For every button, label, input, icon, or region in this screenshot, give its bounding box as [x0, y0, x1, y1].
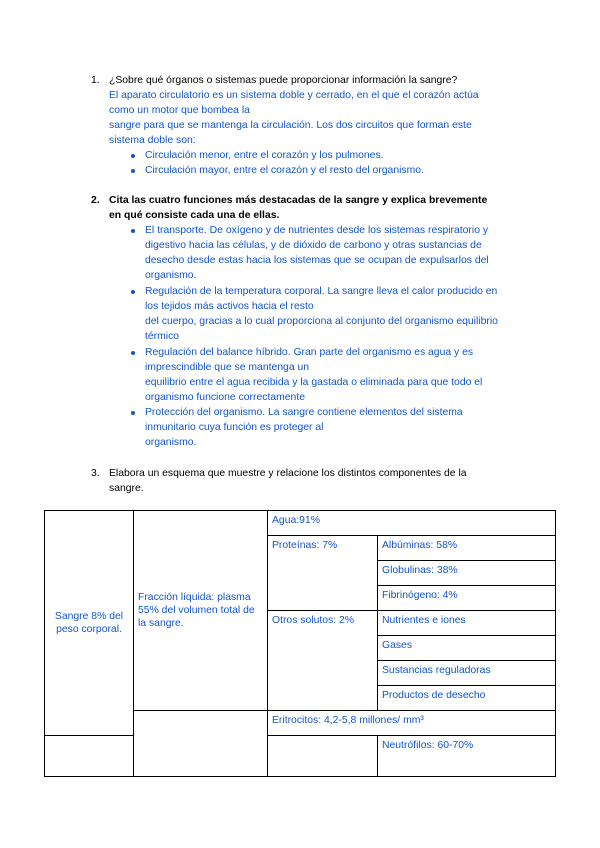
q2-bullet-line: organismo. — [145, 437, 197, 448]
table-cell-fibrinogeno: Fibrinógeno: 4% — [378, 586, 556, 611]
q1-number: 1. — [91, 75, 100, 86]
q2-bullet-line: organismo funcione correctamente — [145, 392, 305, 403]
table-cell-empty — [134, 711, 268, 777]
q2-question-line: en qué consiste cada una de ellas. — [109, 210, 280, 221]
q2-bullet-line: desecho desde estas hacia los sistemas que se ocupan de expulsarlos del — [145, 255, 489, 266]
bullet-dot-icon — [131, 290, 135, 294]
table-cell-sangre: Sangre 8% del peso corporal. — [45, 511, 134, 736]
table-cell-proteinas: Proteínas: 7% — [268, 536, 378, 611]
q2-bullet-line: térmico — [145, 331, 180, 342]
q2-question-line: Cita las cuatro funciones más destacadas de la sangre y explica brevemente — [109, 195, 488, 206]
bullet-dot-icon — [131, 154, 135, 158]
q2-bullet-line: Protección del organismo. La sangre contiene elementos del sistema — [145, 407, 463, 418]
blood-components-table — [44, 510, 556, 777]
q3-question-line: sangre. — [109, 483, 144, 494]
q2-bullet-line: organismo. — [145, 270, 197, 281]
q1-answer-line: sistema doble son: — [109, 135, 196, 146]
table-cell-productos: Productos de desecho — [378, 686, 556, 711]
table-cell-fraccion-liquida: Fracción líquida: plasma 55% del volumen total de la sangre. — [134, 511, 268, 711]
q2-bullet-line: imprescindible que se mantenga un — [145, 362, 310, 373]
q3-number: 3. — [91, 468, 100, 479]
table-cell-eritrocitos: Eritrocitos: 4,2-5,8 millones/ mm³ — [268, 711, 556, 736]
q2-bullet-line: Regulación de la temperatura corporal. La sangre lleva el calor producido en — [145, 286, 498, 297]
bullet-dot-icon — [131, 351, 135, 355]
bullet-dot-icon — [131, 229, 135, 233]
q2-bullet-line: del cuerpo, gracias a lo cual proporciona al conjunto del organismo equilibrio — [145, 316, 498, 327]
table-cell-empty — [45, 736, 134, 777]
table-cell-agua: Agua:91% — [268, 511, 556, 536]
bullet-dot-icon — [131, 411, 135, 415]
q3-question-line: Elabora un esquema que muestre y relacione los distintos componentes de la — [109, 468, 467, 479]
q1-bullet: Circulación menor, entre el corazón y los pulmones. — [145, 150, 384, 161]
q2-bullet-line: inmunitario cuya función es proteger al — [145, 422, 324, 433]
table-cell-albuminas: Albúminas: 58% — [378, 536, 556, 561]
q2-number: 2. — [91, 195, 100, 206]
table-cell-empty — [268, 736, 378, 777]
table-cell-globulinas: Globulinas: 38% — [378, 561, 556, 586]
q2-bullet-line: digestivo hacia las células, y de dióxido de carbono y otras sustancias de — [145, 240, 482, 251]
q1-answer-line: sangre para que se mantenga la circulación. Los dos circuitos que forman este — [109, 120, 472, 131]
bullet-dot-icon — [131, 169, 135, 173]
table-cell-gases: Gases — [378, 636, 556, 661]
q2-bullet-line: equilibrio entre el agua recibida y la gastada o eliminada para que todo el — [145, 377, 483, 388]
q2-bullet-line: El transporte. De oxígeno y de nutrientes desde los sistemas respiratorio y — [145, 225, 489, 236]
q1-bullet: Circulación mayor, entre el corazón y el resto del organismo. — [145, 165, 424, 176]
q1-answer-line: El aparato circulatorio es un sistema doble y cerrado, en el que el corazón actúa — [109, 90, 479, 101]
q2-bullet-line: los tejidos más activos hacia el resto — [145, 301, 314, 312]
table-cell-neutrofilos: Neutrófilos: 60-70% — [378, 736, 556, 777]
q1-answer-line: como un motor que bombea la — [109, 105, 250, 116]
table-cell-otros-solutos: Otros solutos: 2% — [268, 611, 378, 711]
q2-bullet-line: Regulación del balance híbrido. Gran parte del organismo es agua y es — [145, 347, 474, 358]
q1-question: ¿Sobre qué órganos o sistemas puede proporcionar información la sangre? — [109, 75, 458, 86]
table-cell-nutrientes: Nutrientes e iones — [378, 611, 556, 636]
table-cell-sustancias: Sustancias reguladoras — [378, 661, 556, 686]
